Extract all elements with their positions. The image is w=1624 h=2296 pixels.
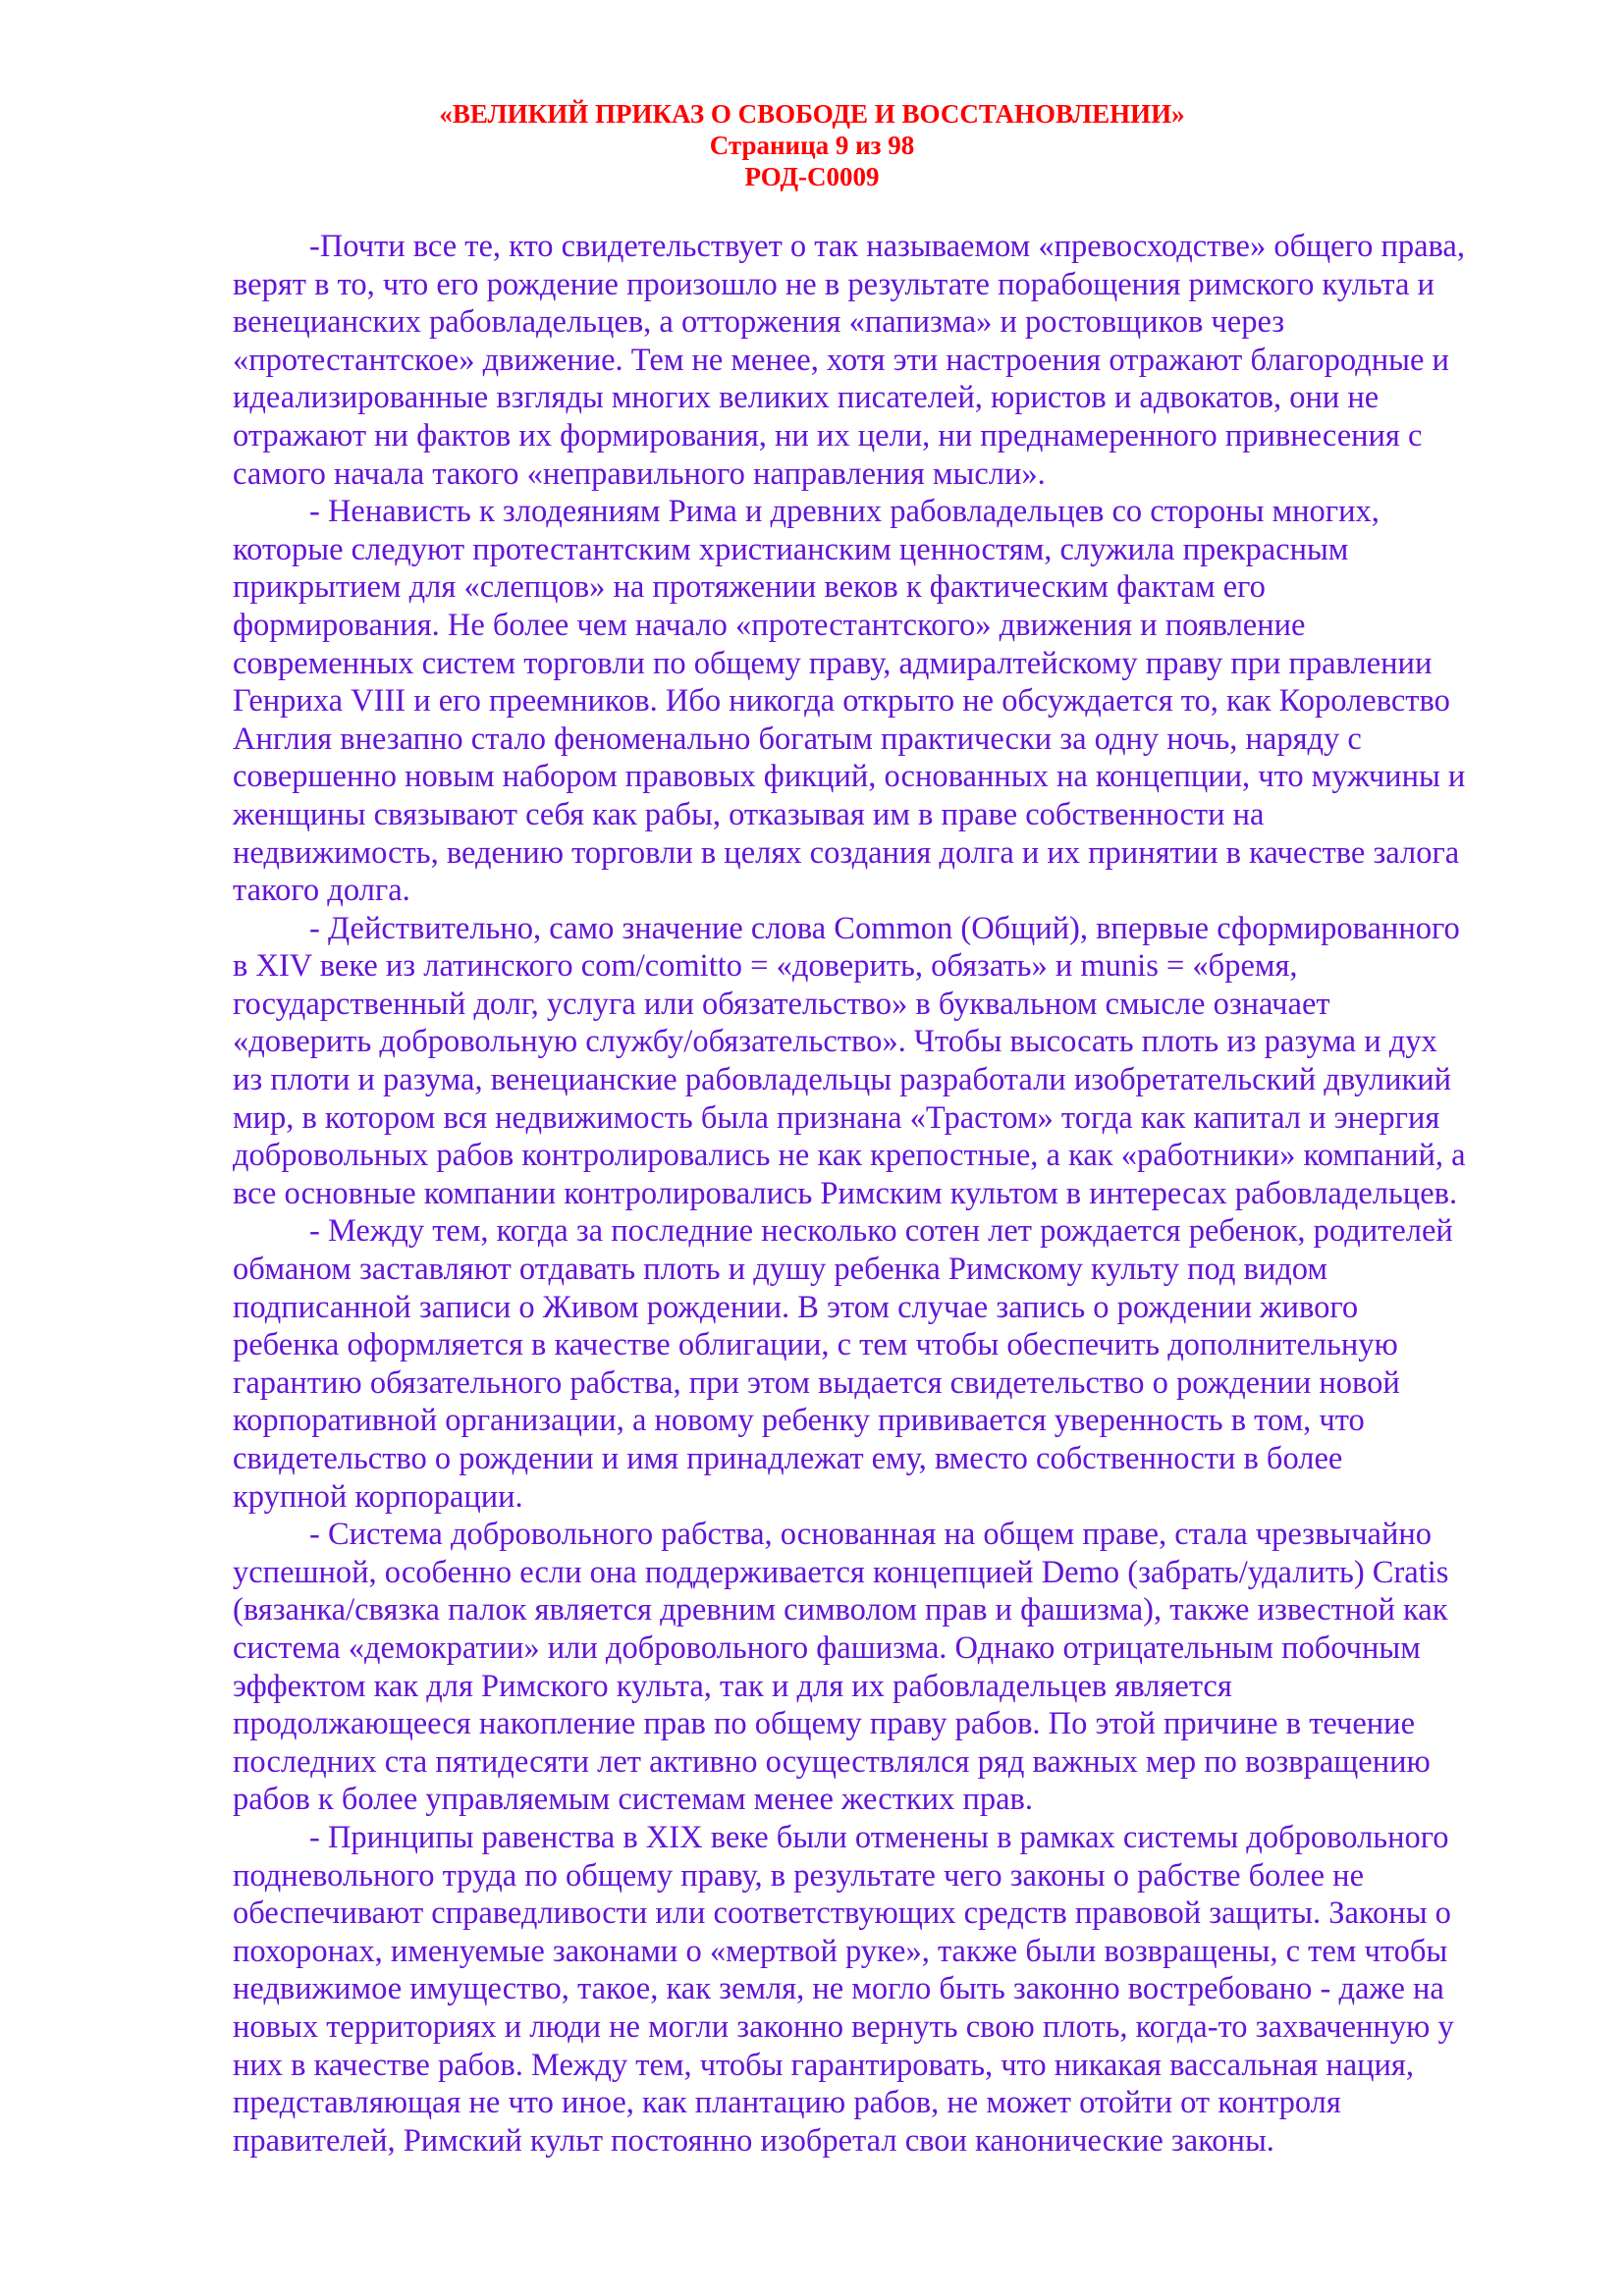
text-line: - Ненависть к злодеяниям Рима и древних рабовладельцев со стороны многих, — [309, 494, 1380, 530]
paragraph — [233, 1516, 1539, 1819]
paragraph — [233, 228, 1539, 493]
text-line: обеспечивают справедливости или соответствующих средств правовой защиты. Законы о — [233, 1896, 1451, 1932]
text-line: правителей, Римский культ постоянно изобретал свои канонические законы. — [233, 2122, 1274, 2159]
text-line: продолжающееся накопление прав по общему праву рабов. По этой причине в течение — [233, 1706, 1415, 1742]
text-line: самого начала такого «неправильного направления мысли». — [233, 455, 1046, 492]
text-line: -Почти все те, кто свидетельствует о так называемом «превосходстве» общего права, — [309, 229, 1465, 264]
paragraph — [233, 1819, 1539, 2160]
text-line: подписанной записи о Живом рождении. В этом случае запись о рождении живого — [233, 1289, 1359, 1325]
text-line: совершенно новым набором правовых фикций, основанных на концепции, что мужчины и — [233, 759, 1466, 795]
text-line: - Действительно, само значение слова Common (Общий), впервые сформированного — [309, 910, 1460, 946]
text-line: - Принципы равенства в XIX веке были отменены в рамках системы добровольного — [309, 1819, 1449, 1855]
text-line: похоронах, именуемые законами о «мертвой руке», также были возвращены, с тем чтобы — [233, 1933, 1448, 1969]
text-line: все основные компании контролировались Римским культом в интересах рабовладельцев. — [233, 1175, 1458, 1211]
paragraph — [233, 910, 1539, 1213]
text-line: них в качестве рабов. Между тем, чтобы гарантировать, что никакая вассальная нация, — [233, 2047, 1414, 2083]
text-line: (вязанка/связка палок является древним символом прав и фашизма), также известной как — [233, 1592, 1448, 1629]
document-title: «ВЕЛИКИЙ ПРИКАЗ О СВОБОДЕ И ВОССТАНОВЛЕНИИ» — [439, 99, 1185, 129]
text-line: - Система добровольного рабства, основанная на общем праве, стала чрезвычайно — [309, 1517, 1433, 1553]
text-line: ребенка оформляется в качестве облигации, с тем чтобы обеспечить дополнительную — [233, 1327, 1398, 1363]
text-line: такого долга. — [233, 873, 410, 909]
text-line: венецианских рабовладельцев, а отторжения «папизма» и ростовщиков через — [233, 304, 1285, 341]
text-line: - Между тем, когда за последние несколько сотен лет рождается ребенок, родителей — [309, 1213, 1453, 1250]
text-line: недвижимое имущество, такое, как земля, не могло быть законно востребовано - даже на — [233, 1971, 1444, 2007]
text-line: представляющая не что иное, как плантацию рабов, не может отойти от контроля — [233, 2085, 1341, 2121]
text-line: в XIV веке из латинского com/comitto = «доверить, обязать» и munis = «бремя, — [233, 948, 1298, 985]
text-line: современных систем торговли по общему праву, адмиралтейскому праву при правлении — [233, 645, 1433, 681]
text-line: прикрытием для «слепцов» на протяжении веков к фактическим фактам его — [233, 569, 1266, 606]
page-number: Страница 9 из 98 — [709, 131, 915, 160]
text-line: которые следуют протестантским христианским ценностям, служила прекрасным — [233, 531, 1349, 567]
text-line: гарантию обязательного рабства, при этом выдается свидетельство о рождении новой — [233, 1364, 1400, 1401]
text-line: государственный долг, услуга или обязательство» в буквальном смысле означает — [233, 986, 1330, 1022]
text-line: женщины связывают себя как рабы, отказывая им в праве собственности на — [233, 796, 1265, 832]
text-line: свидетельство о рождении и имя принадлежат ему, вместо собственности в более — [233, 1441, 1343, 1476]
text-line: из плоти и разума, венецианские рабовладельцы разработали изобретательский двуликий — [233, 1062, 1452, 1098]
paragraph — [233, 1212, 1539, 1516]
text-line: формирования. Не более чем начало «протестантского» движения и появление — [233, 607, 1306, 643]
text-line: верят в то, что его рождение произошло не в результате порабощения римского культа и — [233, 266, 1435, 302]
text-line: подневольного труда по общему праву, в результате чего законы о рабстве более не — [233, 1857, 1365, 1894]
text-line: обманом заставляют отдавать плоть и душу ребенка Римскому культу под видом — [233, 1252, 1327, 1288]
text-line: Генриха VIII и его преемников. Ибо никогда открыто не обсуждается то, как Королевство — [233, 683, 1450, 720]
text-line: успешной, особенно если она поддерживается концепцией Demo (забрать/удалить) Cratis — [233, 1554, 1449, 1590]
text-line: идеализированные взгляды многих великих писателей, юристов и адвокатов, они не — [233, 380, 1380, 416]
text-line: эффектом как для Римского культа, так и для их рабовладельцев является — [233, 1668, 1232, 1704]
text-line: Англия внезапно стало феноменально богатым практически за одну ночь, наряду с — [233, 721, 1362, 757]
text-line: последних ста пятидесяти лет активно осуществлялся ряд важных мер по возвращению — [233, 1743, 1431, 1780]
text-line: отражают ни фактов их формирования, ни их цели, ни преднамеренного привнесения с — [233, 417, 1423, 454]
paragraph — [233, 493, 1539, 910]
text-line: рабов к более управляемым системам менее жестких прав. — [233, 1782, 1033, 1818]
text-line: недвижимость, ведению торговли в целях создания долга и их принятии в качестве залога — [233, 834, 1460, 871]
text-line: «доверить добровольную службу/обязательство». Чтобы высосать плоть из разума и дух — [233, 1024, 1437, 1060]
text-line: «протестантское» движение. Тем не менее, хотя эти настроения отражают благородные и — [233, 342, 1449, 378]
document-body — [233, 228, 1539, 2160]
text-line: новых территориях и люди не могли законно вернуть свою плоть, когда-то захваченную у — [233, 2008, 1454, 2045]
text-line: система «демократии» или добровольного фашизма. Однако отрицательным побочным — [233, 1629, 1421, 1666]
text-line: добровольных рабов контролировались не как крепостные, а как «работники» компаний, а — [233, 1138, 1466, 1174]
text-line: мир, в котором вся недвижимость была признана «Трастом» тогда как капитал и энергия — [233, 1099, 1440, 1136]
text-line: корпоративной организации, а новому ребенку прививается уверенность в том, что — [233, 1403, 1365, 1439]
text-line: крупной корпорации. — [233, 1478, 523, 1515]
document-code: РОД-С0009 — [744, 162, 880, 191]
